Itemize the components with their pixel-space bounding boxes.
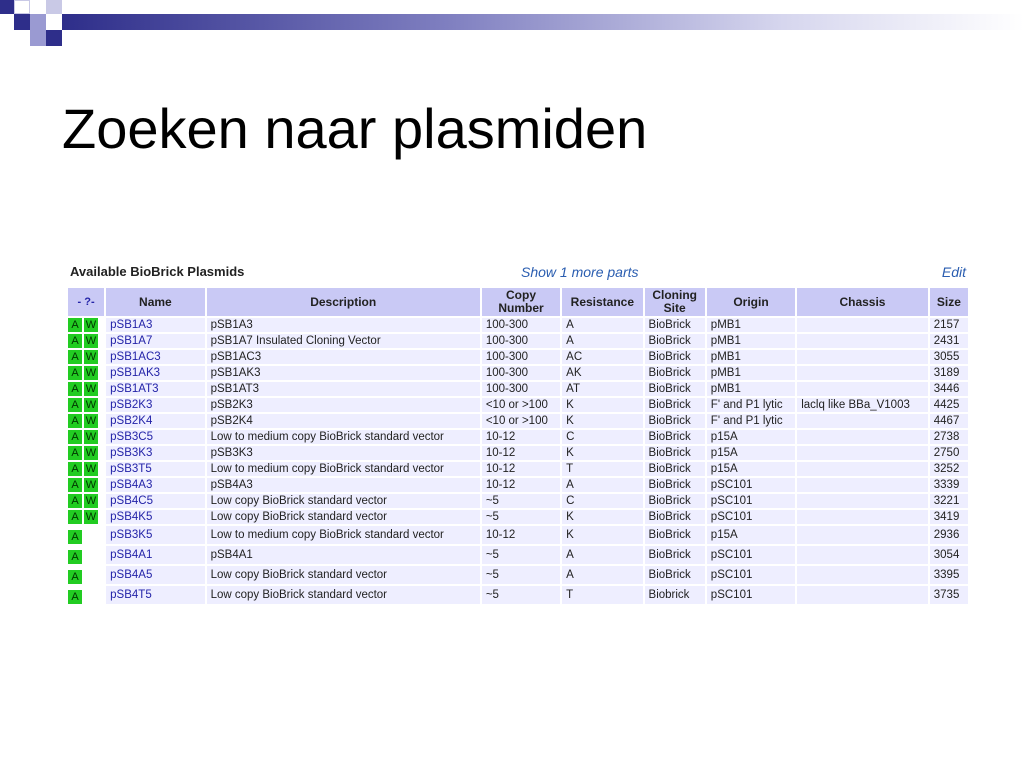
table-row (68, 398, 968, 412)
decor-square (46, 0, 62, 14)
flag-available[interactable]: A (68, 478, 82, 492)
copy-number: ~5 (482, 586, 560, 604)
flag-available[interactable]: A (68, 446, 82, 460)
plasmid-name-link[interactable]: pSB4T5 (106, 586, 204, 604)
plasmid-description: pSB4A1 (207, 546, 480, 564)
cloning-site: BioBrick (645, 414, 705, 428)
size: 3446 (930, 382, 968, 396)
copy-number: 10-12 (482, 526, 560, 544)
chassis (797, 494, 928, 508)
table-row (68, 334, 968, 348)
plasmid-name-link[interactable]: pSB3C5 (106, 430, 204, 444)
availability-flags (68, 414, 104, 428)
resistance: A (562, 334, 642, 348)
plasmid-name-link[interactable]: pSB1AT3 (106, 382, 204, 396)
table-row (68, 430, 968, 444)
table-row (68, 478, 968, 492)
plasmid-name-link[interactable]: pSB3K3 (106, 446, 204, 460)
plasmid-description: pSB1AC3 (207, 350, 480, 364)
plasmid-name-link[interactable]: pSB3K5 (106, 526, 204, 544)
flag-available[interactable]: A (68, 462, 82, 476)
table-row (68, 382, 968, 396)
flag-works[interactable]: W (85, 399, 97, 411)
copy-number: 10-12 (482, 430, 560, 444)
flag-available[interactable]: A (68, 550, 82, 564)
table-row (68, 366, 968, 380)
availability-flags (68, 546, 104, 564)
chassis (797, 414, 928, 428)
chassis (797, 462, 928, 476)
size: 4467 (930, 414, 968, 428)
origin: pMB1 (707, 350, 795, 364)
chassis (797, 430, 928, 444)
availability-flags (68, 334, 104, 348)
plasmid-table (66, 286, 970, 606)
column-header-description[interactable]: Description (207, 288, 480, 316)
plasmid-description: Low copy BioBrick standard vector (207, 566, 480, 584)
copy-number: ~5 (482, 494, 560, 508)
table-row (68, 526, 968, 544)
origin: pMB1 (707, 318, 795, 332)
flag-available[interactable]: A (68, 430, 82, 444)
table-row (68, 546, 968, 564)
origin: pMB1 (707, 382, 795, 396)
size: 3221 (930, 494, 968, 508)
resistance: K (562, 526, 642, 544)
flag-available[interactable]: A (68, 366, 82, 380)
plasmid-name-link[interactable]: pSB3T5 (106, 462, 204, 476)
size: 3189 (930, 366, 968, 380)
availability-flags (68, 398, 104, 412)
size: 3055 (930, 350, 968, 364)
origin: p15A (707, 430, 795, 444)
plasmid-description: pSB2K3 (207, 398, 480, 412)
table-row (68, 494, 968, 508)
size: 2936 (930, 526, 968, 544)
origin: F' and P1 lytic (707, 414, 795, 428)
decor-square (14, 14, 30, 30)
plasmid-name-link[interactable]: pSB4C5 (106, 494, 204, 508)
plasmid-description: pSB3K3 (207, 446, 480, 460)
flag-empty (84, 546, 98, 560)
chassis (797, 318, 928, 332)
copy-number: ~5 (482, 510, 560, 524)
flag-works[interactable]: W (85, 431, 97, 443)
panel-header (66, 258, 970, 286)
plasmid-name-link[interactable]: pSB4K5 (106, 510, 204, 524)
availability-flags (68, 318, 104, 332)
decor-square (46, 30, 62, 46)
resistance: K (562, 398, 642, 412)
flag-works[interactable]: W (85, 383, 97, 395)
chassis (797, 478, 928, 492)
column-header-flags[interactable]: - ?- (68, 288, 104, 316)
chassis (797, 366, 928, 380)
copy-number: 10-12 (482, 446, 560, 460)
resistance: T (562, 586, 642, 604)
cloning-site: BioBrick (645, 334, 705, 348)
chassis (797, 546, 928, 564)
size: 3419 (930, 510, 968, 524)
chassis (797, 334, 928, 348)
cloning-site: Biobrick (645, 586, 705, 604)
size: 3395 (930, 566, 968, 584)
plasmid-description: Low copy BioBrick standard vector (207, 494, 480, 508)
plasmid-name-link[interactable]: pSB2K3 (106, 398, 204, 412)
size: 3252 (930, 462, 968, 476)
availability-flags (68, 446, 104, 460)
copy-number: <10 or >100 (482, 398, 560, 412)
flag-available[interactable]: A (68, 334, 82, 348)
flag-available[interactable]: A (68, 382, 82, 396)
size: 2750 (930, 446, 968, 460)
plasmid-description: Low to medium copy BioBrick standard vector (207, 462, 480, 476)
copy-number: 100-300 (482, 382, 560, 396)
chassis (797, 526, 928, 544)
plasmid-description: Low to medium copy BioBrick standard vector (207, 526, 480, 544)
availability-flags (68, 430, 104, 444)
resistance: K (562, 414, 642, 428)
availability-flags (68, 382, 104, 396)
resistance: AT (562, 382, 642, 396)
flag-available[interactable]: A (68, 590, 82, 604)
header-gradient-bar (62, 14, 1024, 30)
copy-number: 10-12 (482, 462, 560, 476)
resistance: A (562, 478, 642, 492)
cloning-site: BioBrick (645, 494, 705, 508)
resistance: T (562, 462, 642, 476)
chassis (797, 446, 928, 460)
decor-square (30, 30, 46, 46)
cloning-site: BioBrick (645, 398, 705, 412)
availability-flags (68, 478, 104, 492)
flag-works[interactable]: W (85, 351, 97, 363)
column-header-chassis[interactable]: Chassis (797, 288, 928, 316)
copy-number: <10 or >100 (482, 414, 560, 428)
origin: pMB1 (707, 334, 795, 348)
column-header-name[interactable]: Name (106, 288, 204, 316)
flag-works[interactable]: W (85, 479, 97, 491)
resistance: A (562, 566, 642, 584)
column-header-cloning-site[interactable]: Cloning Site (645, 288, 705, 316)
resistance: AC (562, 350, 642, 364)
origin: pSC101 (707, 494, 795, 508)
availability-flags (68, 350, 104, 364)
flag-works[interactable]: W (85, 447, 97, 459)
flag-available[interactable]: A (68, 530, 82, 544)
cloning-site: BioBrick (645, 478, 705, 492)
table-row (68, 350, 968, 364)
size: 2738 (930, 430, 968, 444)
copy-number: 100-300 (482, 334, 560, 348)
table-caption: Available BioBrick Plasmids (70, 264, 245, 279)
cloning-site: BioBrick (645, 350, 705, 364)
flag-works[interactable]: W (85, 511, 97, 523)
flag-empty (84, 566, 98, 580)
decor-square (0, 0, 14, 14)
availability-flags (68, 510, 104, 524)
plasmid-description: pSB1A3 (207, 318, 480, 332)
plasmid-description: pSB1A7 Insulated Cloning Vector (207, 334, 480, 348)
table-row (68, 566, 968, 584)
plasmid-description: pSB4A3 (207, 478, 480, 492)
cloning-site: BioBrick (645, 510, 705, 524)
origin: pSC101 (707, 478, 795, 492)
table-row (68, 462, 968, 476)
plasmid-name-link[interactable]: pSB1AC3 (106, 350, 204, 364)
cloning-site: BioBrick (645, 526, 705, 544)
edit-link[interactable]: Edit (941, 264, 966, 280)
cloning-site: BioBrick (645, 446, 705, 460)
show-more-parts-link[interactable]: Show 1 more parts (521, 264, 639, 280)
plasmid-name-link[interactable]: pSB4A3 (106, 478, 204, 492)
chassis (797, 382, 928, 396)
flag-works[interactable]: W (85, 335, 97, 347)
availability-flags (68, 494, 104, 508)
origin: p15A (707, 446, 795, 460)
copy-number: 100-300 (482, 350, 560, 364)
decor-square (30, 14, 46, 30)
flag-available[interactable]: A (68, 510, 82, 524)
column-header-size[interactable]: Size (930, 288, 968, 316)
copy-number: 100-300 (482, 366, 560, 380)
chassis (797, 566, 928, 584)
size: 4425 (930, 398, 968, 412)
origin: pSC101 (707, 510, 795, 524)
availability-flags (68, 366, 104, 380)
chassis (797, 510, 928, 524)
flag-available[interactable]: A (68, 570, 82, 584)
origin: pSC101 (707, 546, 795, 564)
flag-empty (84, 526, 98, 540)
table-row (68, 414, 968, 428)
flag-available[interactable]: A (68, 398, 82, 412)
flag-works[interactable]: W (85, 415, 97, 427)
plasmid-description: pSB1AT3 (207, 382, 480, 396)
flag-works[interactable]: W (85, 495, 97, 507)
table-row (68, 510, 968, 524)
cloning-site: BioBrick (645, 318, 705, 332)
plasmid-name-link[interactable]: pSB1A7 (106, 334, 204, 348)
plasmid-description: pSB1AK3 (207, 366, 480, 380)
plasmid-name-link[interactable]: pSB4A1 (106, 546, 204, 564)
availability-flags (68, 526, 104, 544)
copy-number: 10-12 (482, 478, 560, 492)
plasmid-name-link[interactable]: pSB2K4 (106, 414, 204, 428)
flag-works[interactable]: W (85, 319, 97, 331)
availability-flags (68, 566, 104, 584)
cloning-site: BioBrick (645, 366, 705, 380)
table-header-row (68, 288, 968, 316)
column-header-copy-number[interactable]: Copy Number (482, 288, 560, 316)
flag-available[interactable]: A (68, 318, 82, 332)
plasmid-description: pSB2K4 (207, 414, 480, 428)
resistance: AK (562, 366, 642, 380)
flag-works[interactable]: W (85, 463, 97, 475)
plasmid-table-panel (66, 258, 970, 606)
table-row (68, 586, 968, 604)
copy-number: 100-300 (482, 318, 560, 332)
resistance: K (562, 446, 642, 460)
decor-square (0, 30, 14, 46)
column-header-origin[interactable]: Origin (707, 288, 795, 316)
decor-square (14, 0, 30, 14)
plasmid-description: Low copy BioBrick standard vector (207, 510, 480, 524)
origin: p15A (707, 526, 795, 544)
resistance: A (562, 546, 642, 564)
size: 3339 (930, 478, 968, 492)
chassis (797, 586, 928, 604)
size: 2431 (930, 334, 968, 348)
column-header-resistance[interactable]: Resistance (562, 288, 642, 316)
plasmid-name-link[interactable]: pSB1AK3 (106, 366, 204, 380)
chassis: laclq like BBa_V1003 (797, 398, 928, 412)
origin: pMB1 (707, 366, 795, 380)
plasmid-name-link[interactable]: pSB1A3 (106, 318, 204, 332)
cloning-site: BioBrick (645, 546, 705, 564)
plasmid-description: Low to medium copy BioBrick standard vector (207, 430, 480, 444)
cloning-site: BioBrick (645, 566, 705, 584)
table-row (68, 318, 968, 332)
cloning-site: BioBrick (645, 430, 705, 444)
size: 3054 (930, 546, 968, 564)
size: 2157 (930, 318, 968, 332)
size: 3735 (930, 586, 968, 604)
availability-flags (68, 462, 104, 476)
copy-number: ~5 (482, 546, 560, 564)
slide-title: Zoeken naar plasmiden (62, 97, 648, 160)
plasmid-name-link[interactable]: pSB4A5 (106, 566, 204, 584)
cloning-site: BioBrick (645, 382, 705, 396)
flag-available[interactable]: A (68, 414, 82, 428)
cloning-site: BioBrick (645, 462, 705, 476)
origin: p15A (707, 462, 795, 476)
flag-available[interactable]: A (68, 494, 82, 508)
chassis (797, 350, 928, 364)
origin: pSC101 (707, 586, 795, 604)
flag-works[interactable]: W (85, 367, 97, 379)
resistance: C (562, 430, 642, 444)
origin: F' and P1 lytic (707, 398, 795, 412)
availability-flags (68, 586, 104, 604)
flag-empty (84, 586, 98, 600)
resistance: A (562, 318, 642, 332)
plasmid-description: Low copy BioBrick standard vector (207, 586, 480, 604)
origin: pSC101 (707, 566, 795, 584)
copy-number: ~5 (482, 566, 560, 584)
table-row (68, 446, 968, 460)
resistance: K (562, 510, 642, 524)
flag-available[interactable]: A (68, 350, 82, 364)
resistance: C (562, 494, 642, 508)
